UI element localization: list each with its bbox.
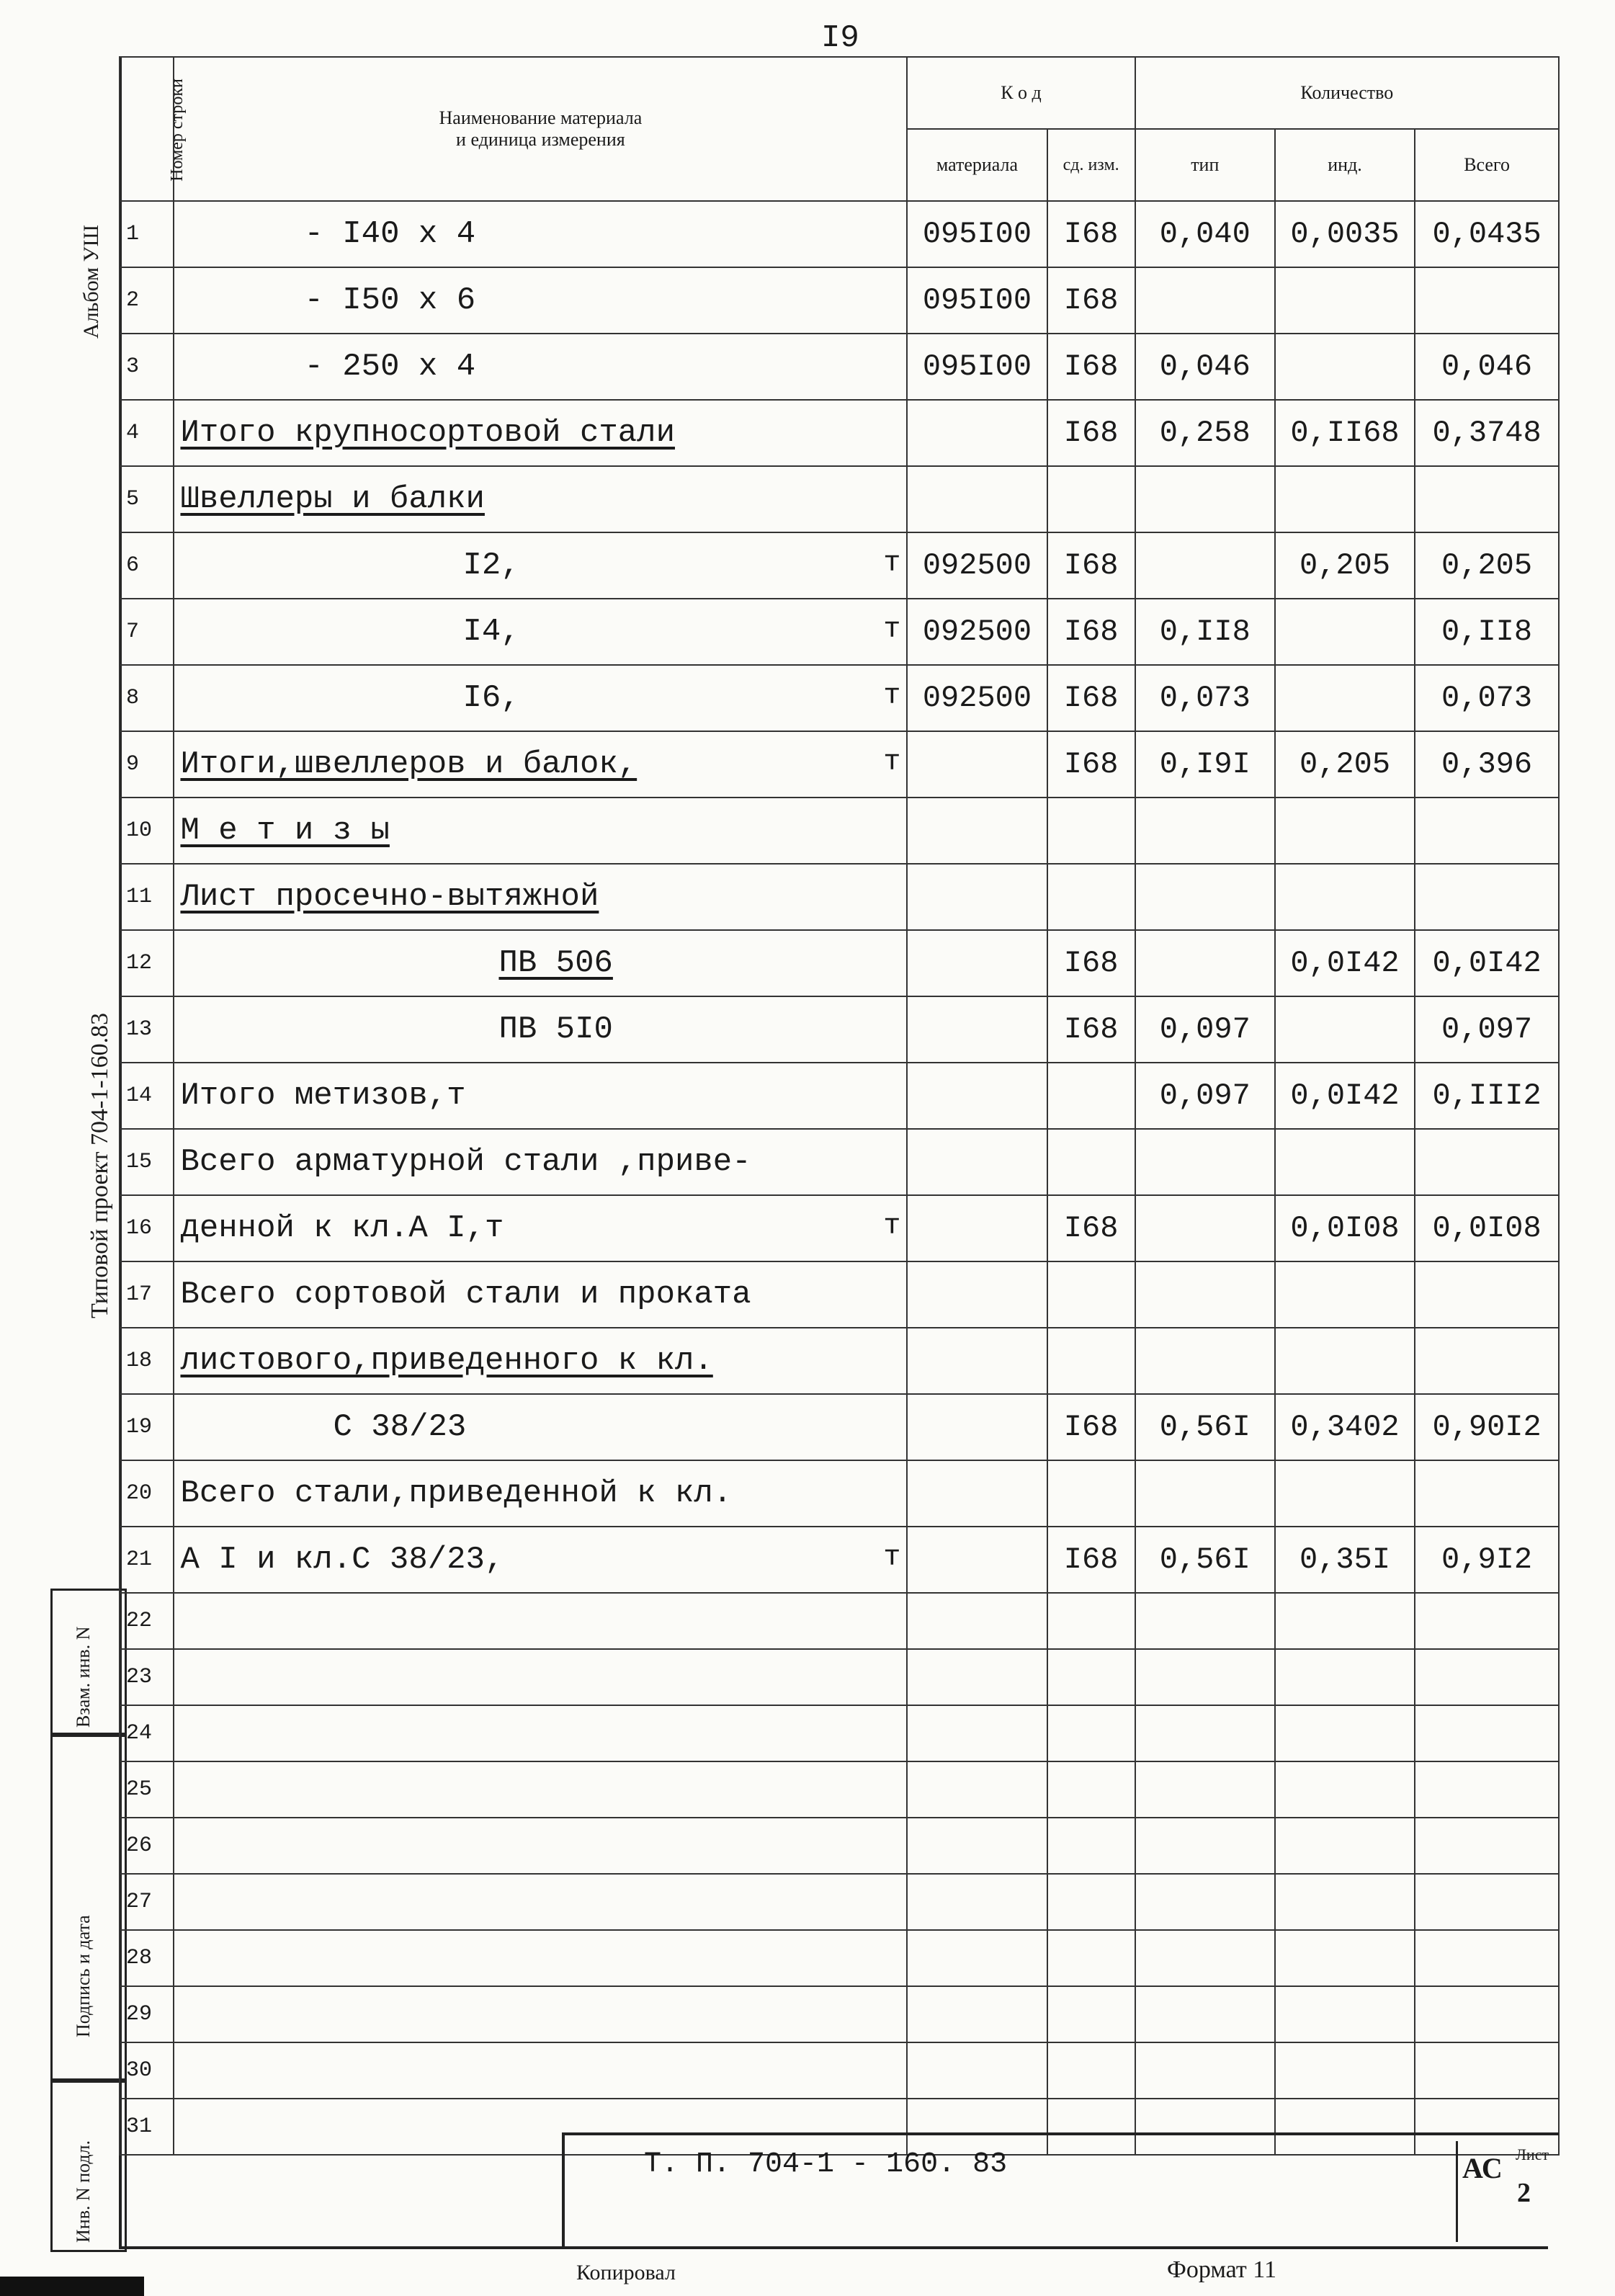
row-name xyxy=(174,1063,907,1129)
row-name-text: М е т и з ы xyxy=(180,813,390,849)
row-name xyxy=(174,400,907,466)
row-qty-ind: 0,II68 xyxy=(1275,400,1415,466)
table-row xyxy=(120,1930,1559,1986)
row-name xyxy=(174,1705,907,1761)
table-row xyxy=(120,201,1559,267)
row-qty-ind xyxy=(1275,1328,1415,1394)
header-qty-tip: тип xyxy=(1135,129,1275,201)
row-number: 29 xyxy=(120,1986,174,2042)
row-name-text: ПВ 5I0 xyxy=(498,1011,613,1048)
row-unit-code: I68 xyxy=(1047,996,1135,1063)
row-qty-ind: 0,35I xyxy=(1275,1527,1415,1593)
row-material-code: 092500 xyxy=(907,665,1047,731)
row-number: 1 xyxy=(120,201,174,267)
row-number: 4 xyxy=(120,400,174,466)
row-qty-ind xyxy=(1275,466,1415,532)
row-qty-total xyxy=(1415,2042,1559,2099)
row-name xyxy=(174,599,907,665)
row-name xyxy=(174,1930,907,1986)
table-row xyxy=(120,400,1559,466)
row-unit: т xyxy=(883,680,901,713)
table-row xyxy=(120,1195,1559,1261)
row-qty-ind xyxy=(1275,798,1415,864)
table-row xyxy=(120,1818,1559,1874)
row-number: 16 xyxy=(120,1195,174,1261)
row-qty-ind xyxy=(1275,1818,1415,1874)
row-qty-total xyxy=(1415,1986,1559,2042)
row-qty-tip: 0,II8 xyxy=(1135,599,1275,665)
row-material-code: 092500 xyxy=(907,599,1047,665)
row-name-text: листового,приведенного к кл. xyxy=(180,1343,713,1379)
row-name xyxy=(174,466,907,532)
row-qty-tip: 0,097 xyxy=(1135,996,1275,1063)
row-qty-total xyxy=(1415,1129,1559,1195)
row-name xyxy=(174,1874,907,1930)
row-qty-tip xyxy=(1135,1195,1275,1261)
row-material-code: 092500 xyxy=(907,532,1047,599)
row-unit-code xyxy=(1047,466,1135,532)
row-name-text: Итого метизов,т xyxy=(180,1078,466,1114)
row-number: 31 xyxy=(120,2099,174,2155)
row-qty-tip: 0,56I xyxy=(1135,1394,1275,1460)
row-name-text: - I40 x 4 xyxy=(304,216,476,252)
row-name-text: Всего арматурной стали ,приве- xyxy=(180,1144,751,1180)
row-name xyxy=(174,930,907,996)
row-name-text: денной к кл.А I,т xyxy=(180,1210,504,1246)
row-unit-code xyxy=(1047,1129,1135,1195)
row-qty-total xyxy=(1415,1593,1559,1649)
row-unit-code xyxy=(1047,798,1135,864)
row-number: 2 xyxy=(120,267,174,334)
row-unit-code: I68 xyxy=(1047,400,1135,466)
row-name xyxy=(174,1460,907,1527)
row-qty-ind: 0,0035 xyxy=(1275,201,1415,267)
row-qty-total xyxy=(1415,1328,1559,1394)
row-qty-tip xyxy=(1135,532,1275,599)
row-number: 7 xyxy=(120,599,174,665)
row-qty-ind xyxy=(1275,1986,1415,2042)
row-qty-total xyxy=(1415,1261,1559,1328)
row-qty-total: 0,396 xyxy=(1415,731,1559,798)
row-name xyxy=(174,864,907,930)
table-row xyxy=(120,996,1559,1063)
row-unit-code: I68 xyxy=(1047,532,1135,599)
row-number: 15 xyxy=(120,1129,174,1195)
row-qty-tip: 0,046 xyxy=(1135,334,1275,400)
row-name-text: Всего сортовой стали и проката xyxy=(180,1277,751,1313)
header-code-group: К о д xyxy=(907,57,1135,129)
row-number: 30 xyxy=(120,2042,174,2099)
row-qty-ind xyxy=(1275,599,1415,665)
row-qty-ind xyxy=(1275,334,1415,400)
sheet-box xyxy=(1456,2141,1552,2242)
row-number: 28 xyxy=(120,1930,174,1986)
row-qty-ind: 0,0I42 xyxy=(1275,1063,1415,1129)
row-qty-tip xyxy=(1135,930,1275,996)
table-row xyxy=(120,334,1559,400)
row-name-text: I4, xyxy=(462,614,520,650)
row-qty-total: 0,II8 xyxy=(1415,599,1559,665)
row-unit: т xyxy=(883,746,901,779)
row-qty-tip xyxy=(1135,1874,1275,1930)
scan-smudge xyxy=(0,2277,144,2296)
row-unit-code xyxy=(1047,1063,1135,1129)
row-material-code xyxy=(907,1874,1047,1930)
row-unit-code xyxy=(1047,1460,1135,1527)
row-number: 27 xyxy=(120,1874,174,1930)
row-name-text: Итого крупносортовой стали xyxy=(180,415,675,451)
row-name-text: С 38/23 xyxy=(333,1409,467,1445)
sheet-label: Лист xyxy=(1516,2145,1549,2163)
row-qty-total: 0,3748 xyxy=(1415,400,1559,466)
table-row xyxy=(120,930,1559,996)
row-name xyxy=(174,798,907,864)
row-qty-tip xyxy=(1135,1593,1275,1649)
header-qty-total: Всего xyxy=(1415,129,1559,201)
row-material-code xyxy=(907,930,1047,996)
row-material-code xyxy=(907,400,1047,466)
table-row xyxy=(120,1527,1559,1593)
row-qty-total xyxy=(1415,1761,1559,1818)
row-number: 9 xyxy=(120,731,174,798)
row-qty-tip xyxy=(1135,1649,1275,1705)
stamp-sign-box xyxy=(50,1733,127,2083)
row-qty-ind xyxy=(1275,665,1415,731)
row-qty-tip xyxy=(1135,1761,1275,1818)
footer-copied: Копировал xyxy=(576,2261,676,2284)
row-qty-tip xyxy=(1135,1818,1275,1874)
row-name xyxy=(174,1261,907,1328)
row-qty-tip xyxy=(1135,1930,1275,1986)
row-qty-total: 0,9I2 xyxy=(1415,1527,1559,1593)
row-qty-ind xyxy=(1275,1129,1415,1195)
row-unit-code: I68 xyxy=(1047,731,1135,798)
row-qty-total: 0,073 xyxy=(1415,665,1559,731)
table-row xyxy=(120,1261,1559,1328)
table-row xyxy=(120,1394,1559,1460)
stamp-replace-label: Взам. инв. N xyxy=(73,1626,94,1728)
row-number: 13 xyxy=(120,996,174,1063)
stamp-sign-label: Подпись и дата xyxy=(73,1915,94,2037)
row-qty-tip xyxy=(1135,2042,1275,2099)
row-material-code xyxy=(907,1460,1047,1527)
table-row xyxy=(120,599,1559,665)
row-unit-code xyxy=(1047,1705,1135,1761)
row-number: 22 xyxy=(120,1593,174,1649)
row-qty-tip xyxy=(1135,864,1275,930)
row-number: 12 xyxy=(120,930,174,996)
title-block xyxy=(562,2132,1559,2247)
table-row xyxy=(120,1649,1559,1705)
row-qty-total xyxy=(1415,1818,1559,1874)
table-row xyxy=(120,1874,1559,1930)
row-material-code xyxy=(907,864,1047,930)
row-qty-ind: 0,0I42 xyxy=(1275,930,1415,996)
row-name-text: ПВ 506 xyxy=(498,945,613,981)
row-qty-tip xyxy=(1135,1261,1275,1328)
row-unit: т xyxy=(883,548,901,580)
footer-format: Формат 11 xyxy=(1167,2256,1276,2283)
table-row xyxy=(120,1593,1559,1649)
row-number: 14 xyxy=(120,1063,174,1129)
table-row xyxy=(120,665,1559,731)
row-qty-total xyxy=(1415,267,1559,334)
row-material-code xyxy=(907,1195,1047,1261)
row-name xyxy=(174,334,907,400)
row-material-code xyxy=(907,1649,1047,1705)
row-name-text: Швеллеры и балки xyxy=(180,481,485,517)
row-qty-ind xyxy=(1275,864,1415,930)
row-name-text: I6, xyxy=(462,680,520,716)
row-qty-total: 0,046 xyxy=(1415,334,1559,400)
table-row xyxy=(120,731,1559,798)
row-material-code xyxy=(907,2042,1047,2099)
row-material-code: 095I00 xyxy=(907,201,1047,267)
row-name xyxy=(174,1818,907,1874)
row-number: 25 xyxy=(120,1761,174,1818)
row-qty-ind xyxy=(1275,1261,1415,1328)
row-material-code xyxy=(907,1261,1047,1328)
row-name xyxy=(174,1527,907,1593)
header-rownum: Номер строки xyxy=(120,57,174,201)
header-qty-group: Количество xyxy=(1135,57,1559,129)
row-material-code xyxy=(907,1986,1047,2042)
row-material-code xyxy=(907,798,1047,864)
table-row xyxy=(120,267,1559,334)
row-number: 8 xyxy=(120,665,174,731)
row-qty-ind xyxy=(1275,1874,1415,1930)
row-qty-ind xyxy=(1275,1930,1415,1986)
row-qty-total: 0,III2 xyxy=(1415,1063,1559,1129)
table-row xyxy=(120,466,1559,532)
row-material-code xyxy=(907,1394,1047,1460)
row-name-text: А I и кл.С 38/23, xyxy=(180,1542,504,1578)
row-name xyxy=(174,2042,907,2099)
row-qty-tip xyxy=(1135,466,1275,532)
row-qty-total xyxy=(1415,1874,1559,1930)
row-unit-code: I68 xyxy=(1047,201,1135,267)
row-qty-ind xyxy=(1275,267,1415,334)
row-number: 5 xyxy=(120,466,174,532)
row-qty-total: 0,205 xyxy=(1415,532,1559,599)
row-unit-code: I68 xyxy=(1047,930,1135,996)
row-name xyxy=(174,1761,907,1818)
row-qty-total xyxy=(1415,466,1559,532)
side-project-label: Типовой проект 704-1-160.83 xyxy=(86,1012,113,1318)
table-row xyxy=(120,1761,1559,1818)
row-qty-ind xyxy=(1275,1649,1415,1705)
row-material-code: 095I00 xyxy=(907,334,1047,400)
row-unit: т xyxy=(883,1542,901,1574)
page-number: I9 xyxy=(821,20,859,56)
row-qty-ind: 0,205 xyxy=(1275,532,1415,599)
header-code-material: материала xyxy=(907,129,1047,201)
header-code-unit: сд. изм. xyxy=(1047,129,1135,201)
row-material-code xyxy=(907,466,1047,532)
row-qty-ind xyxy=(1275,996,1415,1063)
row-material-code xyxy=(907,1063,1047,1129)
row-name-text: I2, xyxy=(462,548,520,584)
row-qty-ind xyxy=(1275,1593,1415,1649)
row-qty-ind: 0,3402 xyxy=(1275,1394,1415,1460)
row-unit-code xyxy=(1047,1874,1135,1930)
row-number: 11 xyxy=(120,864,174,930)
row-name xyxy=(174,267,907,334)
row-qty-total xyxy=(1415,1705,1559,1761)
row-number: 24 xyxy=(120,1705,174,1761)
header-name-line2: и единица измерения xyxy=(456,129,625,150)
row-name-text: - 250 x 4 xyxy=(304,349,476,385)
row-material-code xyxy=(907,996,1047,1063)
header-name-line1: Наименование материала xyxy=(439,107,643,128)
header-qty-ind: инд. xyxy=(1275,129,1415,201)
side-album-label: Альбом УШ xyxy=(79,225,103,339)
row-unit-code xyxy=(1047,1593,1135,1649)
table-row xyxy=(120,532,1559,599)
spec-body xyxy=(120,201,1559,2155)
row-qty-total: 0,0I42 xyxy=(1415,930,1559,996)
row-name xyxy=(174,1394,907,1460)
row-material-code xyxy=(907,1705,1047,1761)
row-name xyxy=(174,665,907,731)
row-unit-code xyxy=(1047,1818,1135,1874)
row-qty-tip: 0,073 xyxy=(1135,665,1275,731)
sheet-prefix: АС xyxy=(1462,2152,1503,2184)
header-name xyxy=(174,57,907,201)
row-unit-code: I68 xyxy=(1047,665,1135,731)
row-material-code: 095I00 xyxy=(907,267,1047,334)
row-name-text: - I50 x 6 xyxy=(304,282,476,318)
row-qty-tip: 0,56I xyxy=(1135,1527,1275,1593)
row-unit-code: I68 xyxy=(1047,334,1135,400)
row-qty-ind: 0,0I08 xyxy=(1275,1195,1415,1261)
row-unit-code xyxy=(1047,864,1135,930)
row-qty-tip: 0,097 xyxy=(1135,1063,1275,1129)
row-material-code xyxy=(907,1761,1047,1818)
row-number: 18 xyxy=(120,1328,174,1394)
row-qty-tip xyxy=(1135,267,1275,334)
row-unit: т xyxy=(883,614,901,646)
row-number: 6 xyxy=(120,532,174,599)
row-qty-total: 0,0I08 xyxy=(1415,1195,1559,1261)
row-name-text: Лист просечно-вытяжной xyxy=(180,879,599,915)
row-number: 17 xyxy=(120,1261,174,1328)
row-material-code xyxy=(907,1527,1047,1593)
row-qty-tip: 0,040 xyxy=(1135,201,1275,267)
row-unit-code xyxy=(1047,1649,1135,1705)
row-unit-code xyxy=(1047,1328,1135,1394)
row-material-code xyxy=(907,731,1047,798)
table-row xyxy=(120,1063,1559,1129)
stamp-replace-box xyxy=(50,1589,127,1737)
row-unit-code: I68 xyxy=(1047,1195,1135,1261)
row-name xyxy=(174,532,907,599)
material-spec-table xyxy=(119,56,1560,2156)
row-material-code xyxy=(907,1818,1047,1874)
row-unit: т xyxy=(883,1210,901,1243)
row-name xyxy=(174,996,907,1063)
table-row xyxy=(120,1129,1559,1195)
row-number: 20 xyxy=(120,1460,174,1527)
table-row xyxy=(120,1460,1559,1527)
row-material-code xyxy=(907,1129,1047,1195)
row-qty-ind xyxy=(1275,2042,1415,2099)
table-row xyxy=(120,1705,1559,1761)
table-row xyxy=(120,798,1559,864)
row-qty-total xyxy=(1415,1649,1559,1705)
row-number: 19 xyxy=(120,1394,174,1460)
row-qty-total xyxy=(1415,864,1559,930)
row-unit-code xyxy=(1047,1930,1135,1986)
row-name xyxy=(174,201,907,267)
row-name xyxy=(174,1195,907,1261)
row-number: 3 xyxy=(120,334,174,400)
row-qty-ind xyxy=(1275,1460,1415,1527)
row-name xyxy=(174,731,907,798)
stamp-inv-label: Инв. N подл. xyxy=(73,2140,94,2243)
row-name xyxy=(174,1986,907,2042)
row-qty-total: 0,90I2 xyxy=(1415,1394,1559,1460)
row-number: 10 xyxy=(120,798,174,864)
row-qty-tip xyxy=(1135,1705,1275,1761)
row-qty-total xyxy=(1415,1460,1559,1527)
table-row xyxy=(120,864,1559,930)
row-unit-code xyxy=(1047,1261,1135,1328)
row-qty-ind: 0,205 xyxy=(1275,731,1415,798)
row-material-code xyxy=(907,1930,1047,1986)
row-material-code xyxy=(907,1593,1047,1649)
row-qty-tip xyxy=(1135,798,1275,864)
row-qty-tip xyxy=(1135,1129,1275,1195)
row-number: 23 xyxy=(120,1649,174,1705)
row-qty-tip xyxy=(1135,1460,1275,1527)
row-name xyxy=(174,1649,907,1705)
row-name xyxy=(174,1129,907,1195)
row-name xyxy=(174,1593,907,1649)
sheet-number: 2 xyxy=(1517,2178,1531,2208)
row-qty-tip: 0,258 xyxy=(1135,400,1275,466)
row-number: 26 xyxy=(120,1818,174,1874)
row-qty-total xyxy=(1415,1930,1559,1986)
row-qty-tip xyxy=(1135,1986,1275,2042)
row-unit-code xyxy=(1047,1761,1135,1818)
row-name-text: Итоги,швеллеров и балок, xyxy=(180,746,638,782)
row-unit-code: I68 xyxy=(1047,1394,1135,1460)
row-number: 21 xyxy=(120,1527,174,1593)
row-qty-total: 0,097 xyxy=(1415,996,1559,1063)
row-qty-tip xyxy=(1135,1328,1275,1394)
title-block-code: Т. П. 704-1 - 160. 83 xyxy=(644,2148,1008,2181)
row-qty-ind xyxy=(1275,1761,1415,1818)
row-unit-code xyxy=(1047,1986,1135,2042)
table-row xyxy=(120,1986,1559,2042)
row-qty-total: 0,0435 xyxy=(1415,201,1559,267)
row-unit-code: I68 xyxy=(1047,1527,1135,1593)
table-row xyxy=(120,2042,1559,2099)
row-qty-ind xyxy=(1275,1705,1415,1761)
row-qty-total xyxy=(1415,798,1559,864)
row-unit-code: I68 xyxy=(1047,599,1135,665)
row-name-text: Всего стали,приведенной к кл. xyxy=(180,1475,733,1511)
row-unit-code xyxy=(1047,2042,1135,2099)
row-name xyxy=(174,1328,907,1394)
row-qty-tip: 0,I9I xyxy=(1135,731,1275,798)
stamp-inv-box xyxy=(50,2078,127,2252)
row-material-code xyxy=(907,1328,1047,1394)
table-row xyxy=(120,1328,1559,1394)
row-unit-code: I68 xyxy=(1047,267,1135,334)
